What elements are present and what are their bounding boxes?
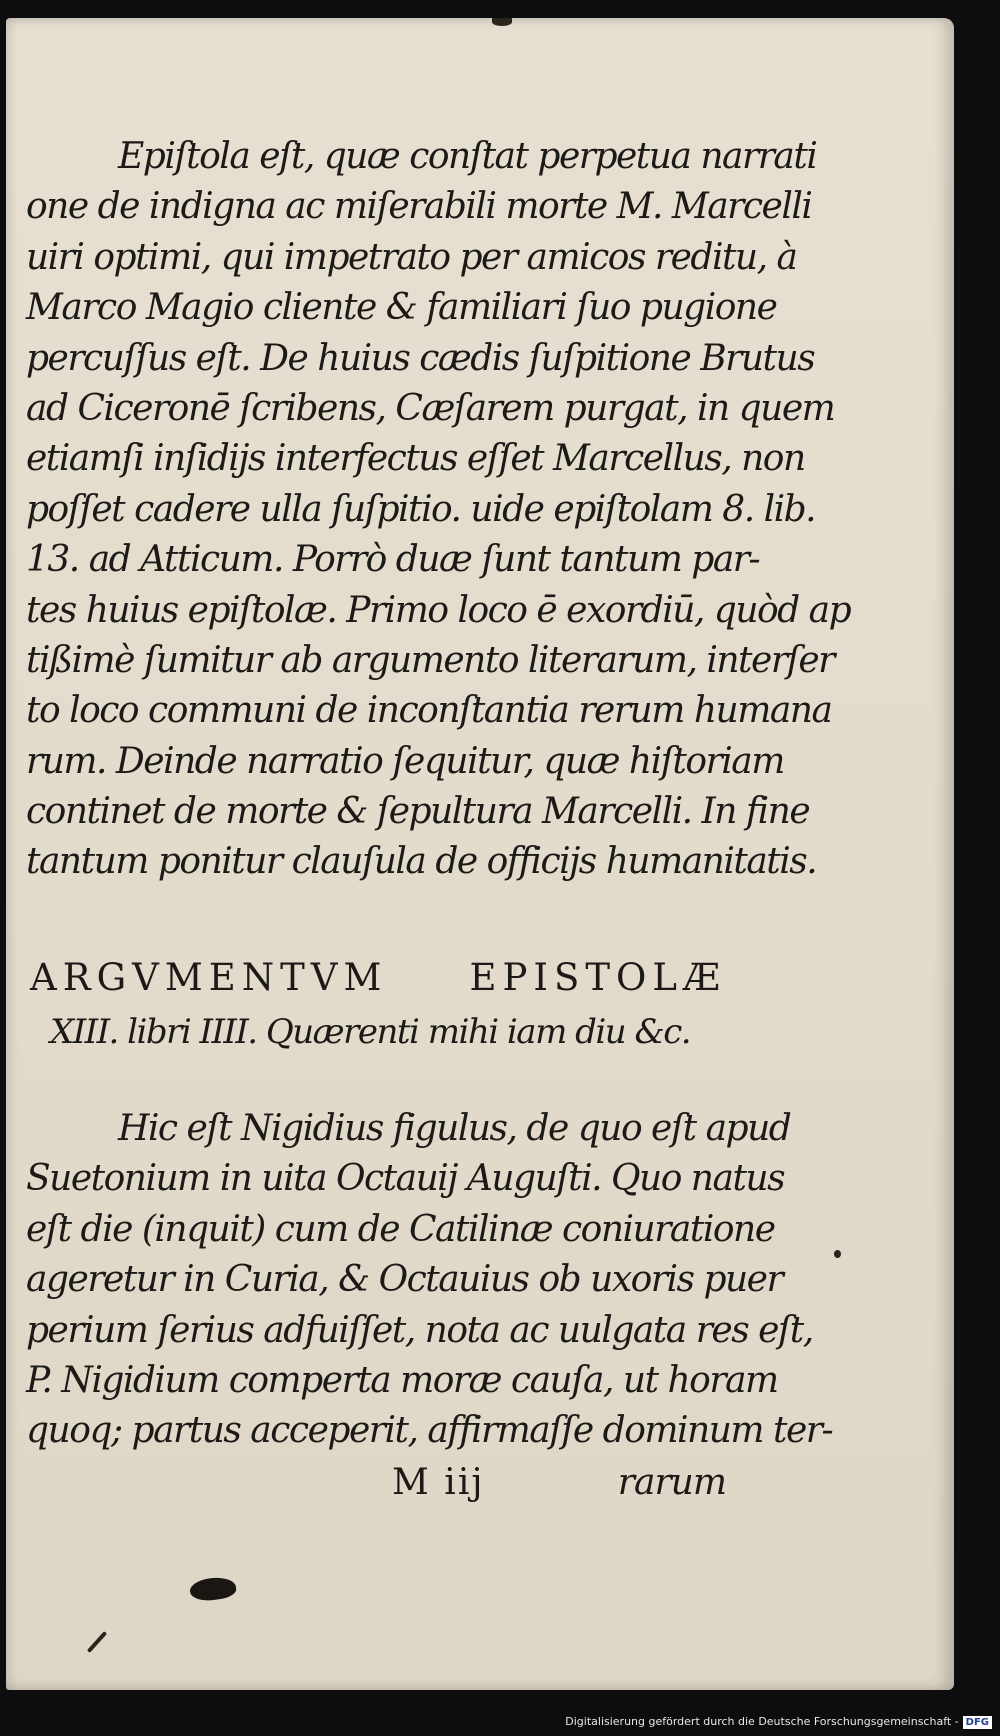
heading-caps: ARGVMENTVM EPISTOLÆ <box>30 956 726 999</box>
ink-mark <box>492 18 512 26</box>
text-line: Hic eſt Nigidius figulus, de quo eſt apud <box>118 1108 791 1149</box>
text-line: perium ſerius adfuiſſet, nota ac uulgata res eſt, <box>26 1309 813 1351</box>
text-line: 13. ad Atticum. Porrò duæ ſunt tantum par- <box>26 539 760 581</box>
text-line: poſſet cadere ulla ſuſpitio. uide epiſtolam 8. lib. <box>26 488 816 530</box>
text-line: tißimè ſumitur ab argumento literarum, interſer <box>26 639 834 681</box>
text-line: Suetonium in uita Octauij Auguſti. Quo natus <box>26 1158 785 1200</box>
dfg-logo: DFG <box>963 1716 992 1729</box>
text-line: percuſſus eſt. De huius cædis ſuſpitione Brutus <box>26 337 815 379</box>
text-line: tes huius epiſtolæ. Primo loco ē exordiū, quòd ap <box>26 589 851 631</box>
ink-speck <box>834 1250 841 1258</box>
catchword: rarum <box>617 1462 726 1503</box>
section-heading <box>30 950 726 1058</box>
signature-mark: M iij <box>392 1462 485 1503</box>
text-line: Marco Magio cliente & familiari ſuo pugione <box>26 287 777 329</box>
text-line: Epiſtola eſt, quæ conſtat perpetua narrati <box>118 136 817 177</box>
digitization-credit <box>560 1715 992 1733</box>
paragraph-commentary <box>26 1104 833 1457</box>
text-line: ad Ciceronē ſcribens, Cæſarem purgat, in quem <box>26 387 835 429</box>
heading-subtitle: XIII. libri IIII. Quærenti mihi iam diu &c. <box>50 1012 691 1052</box>
text-line: tantum ponitur clauſula de officijs humanitatis. <box>26 841 817 883</box>
text-line: to loco communi de inconſtantia rerum humana <box>26 690 832 732</box>
paragraph-argument <box>26 132 851 888</box>
text-line: ageretur in Curia, & Octauius ob uxoris puer <box>26 1259 783 1301</box>
text-line: P. Nigidium comperta moræ cauſa, ut horam <box>26 1359 778 1401</box>
text-line: continet de morte & ſepultura Marcelli. In fine <box>26 791 810 833</box>
text-line: one de indigna ac miſerabili morte M. Marcelli <box>26 186 812 228</box>
text-line: quoq; partus acceperit, affirmaſſe dominum ter- <box>26 1410 833 1452</box>
credit-text: Digitalisierung gefördert durch die Deutsche Forschungsgemeinschaft - <box>565 1715 959 1728</box>
text-line: eſt die (inquit) cum de Catilinæ coniuratione <box>26 1208 775 1250</box>
text-line: rum. Deinde narratio ſequitur, quæ hiſtoriam <box>26 740 784 782</box>
text-line: etiamſi inſidijs interfectus eſſet Marcellus, non <box>26 438 805 480</box>
text-line: uiri optimi, qui impetrato per amicos reditu, à <box>26 236 797 278</box>
page-footer <box>26 1462 726 1512</box>
